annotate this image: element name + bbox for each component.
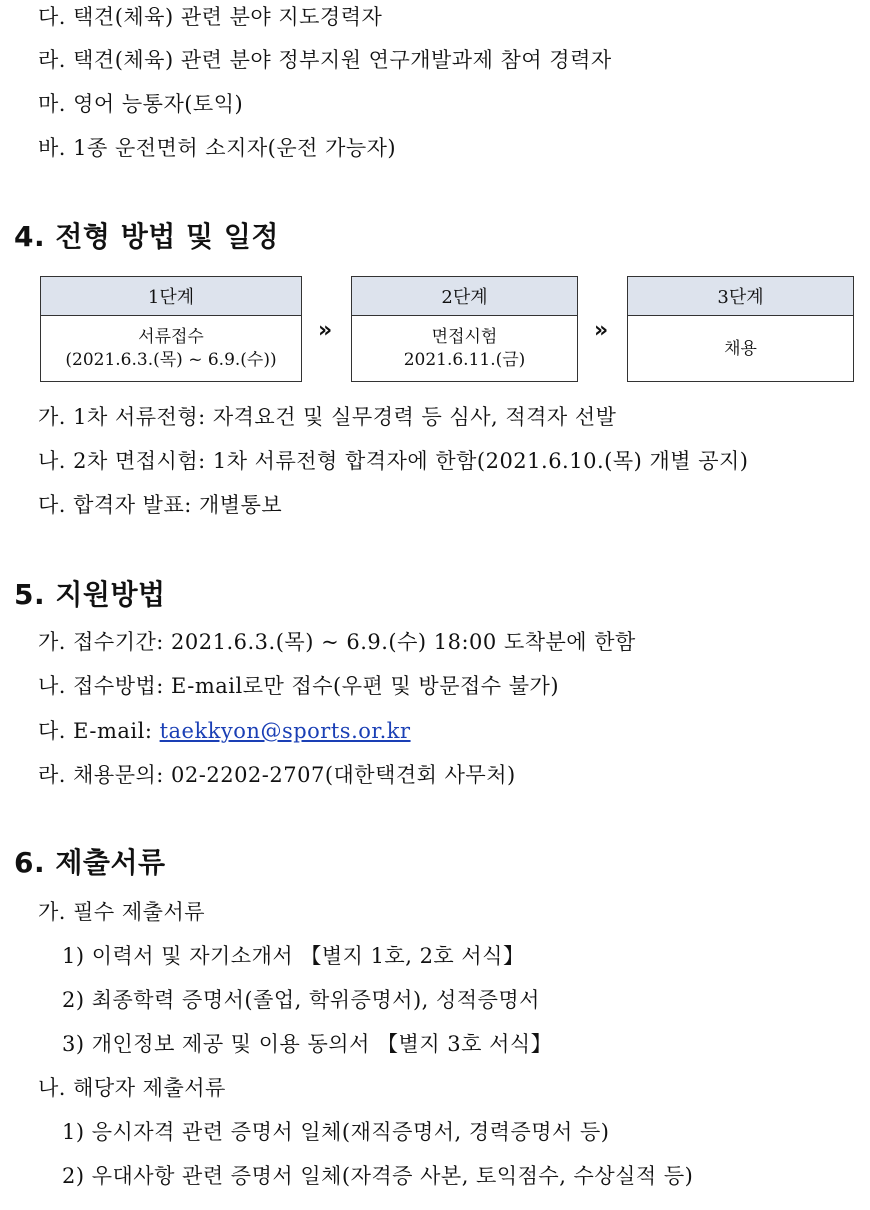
qualification-item: 마. 영어 능통자(토익) (38, 92, 244, 116)
documents-group-title: 나. 해당자 제출서류 (38, 1076, 226, 1100)
step-box-2 (351, 276, 578, 382)
section-heading-selection: 4. 전형 방법 및 일정 (14, 220, 279, 253)
step-box-body (352, 316, 577, 382)
step-box-line: 면접시험 (431, 327, 498, 347)
application-email-row (38, 718, 411, 744)
step-box-header: 2단계 (352, 277, 577, 316)
documents-item: 3) 개인정보 제공 및 이용 동의서 【별지 3호 서식】 (62, 1032, 553, 1056)
qualification-item: 다. 택견(체육) 관련 분야 지도경력자 (38, 5, 383, 29)
step-box-line: 채용 (724, 338, 757, 359)
selection-item: 다. 합격자 발표: 개별통보 (38, 493, 283, 517)
selection-item: 나. 2차 면접시험: 1차 서류전형 합격자에 한함(2021.6.10.(목) 개별 공지) (38, 449, 749, 473)
documents-item: 2) 우대사항 관련 증명서 일체(자격증 사본, 토익점수, 수상실적 등) (62, 1164, 694, 1188)
qualification-item: 라. 택견(체육) 관련 분야 정부지원 연구개발과제 참여 경력자 (38, 48, 612, 72)
email-label: 다. E-mail: (38, 719, 160, 743)
step-box-1 (40, 276, 302, 382)
step-box-3 (627, 276, 854, 382)
selection-item: 가. 1차 서류전형: 자격요건 및 실무경력 등 심사, 적격자 선발 (38, 405, 617, 429)
step-box-line: 2021.6.11.(금) (403, 350, 526, 370)
step-box-body (41, 316, 301, 382)
step-box-header: 3단계 (628, 277, 853, 316)
qualification-item: 바. 1종 운전면허 소지자(운전 가능자) (38, 136, 397, 160)
step-box-header: 1단계 (41, 277, 301, 316)
application-item: 가. 접수기간: 2021.6.3.(목) ~ 6.9.(수) 18:00 도착분에 한함 (38, 630, 636, 654)
documents-group-title: 가. 필수 제출서류 (38, 900, 206, 924)
application-contact: 라. 채용문의: 02-2202-2707(대한택견회 사무처) (38, 763, 516, 787)
application-item: 나. 접수방법: E-mail로만 접수(우편 및 방문접수 불가) (38, 674, 560, 698)
documents-item: 2) 최종학력 증명서(졸업, 학위증명서), 성적증명서 (62, 988, 540, 1012)
documents-item: 1) 응시자격 관련 증명서 일체(재직증명서, 경력증명서 등) (62, 1120, 610, 1144)
section-heading-application: 5. 지원방법 (14, 578, 166, 611)
step-box-body (628, 316, 853, 382)
email-link[interactable]: taekkyon@sports.or.kr (159, 719, 411, 743)
documents-item: 1) 이력서 및 자기소개서 【별지 1호, 2호 서식】 (62, 944, 525, 968)
section-heading-documents: 6. 제출서류 (14, 846, 166, 879)
step-arrow: » (594, 318, 609, 343)
step-box-line: 서류접수 (138, 327, 204, 347)
step-box-line: (2021.6.3.(목) ~ 6.9.(수)) (65, 350, 277, 370)
step-arrow: » (318, 318, 333, 343)
